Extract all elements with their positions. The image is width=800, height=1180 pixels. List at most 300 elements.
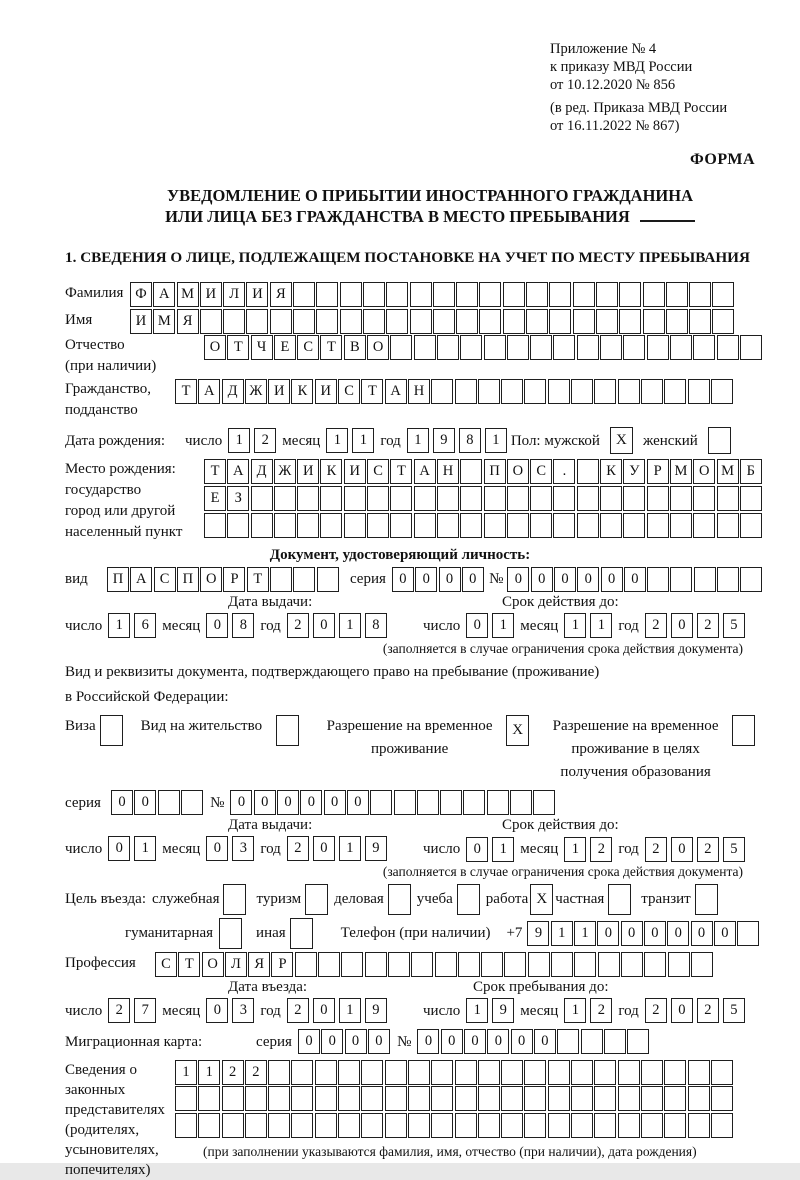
purpose-business-checkbox[interactable]: [388, 884, 411, 915]
char-cell[interactable]: [317, 567, 339, 592]
char-cell[interactable]: Т: [361, 379, 383, 404]
char-cell[interactable]: 1: [492, 613, 514, 638]
char-cell[interactable]: [245, 1086, 267, 1111]
char-cell[interactable]: [627, 1029, 649, 1054]
char-cell[interactable]: [417, 790, 439, 815]
char-cell[interactable]: [577, 486, 599, 511]
char-cell[interactable]: О: [202, 952, 224, 977]
char-cell[interactable]: 2: [254, 428, 276, 453]
char-cell[interactable]: 1: [175, 1060, 197, 1085]
char-cell[interactable]: 0: [324, 790, 346, 815]
char-cell[interactable]: [503, 282, 525, 307]
char-cell[interactable]: [386, 282, 408, 307]
char-cell[interactable]: [338, 1060, 360, 1085]
char-cell[interactable]: О: [367, 335, 389, 360]
char-cell[interactable]: [320, 513, 342, 538]
char-cell[interactable]: 1: [564, 613, 586, 638]
char-cell[interactable]: 3: [232, 836, 254, 861]
char-cell[interactable]: [501, 1113, 523, 1138]
char-cell[interactable]: Ф: [130, 282, 152, 307]
char-cell[interactable]: 1: [339, 613, 361, 638]
char-cell[interactable]: [600, 486, 622, 511]
char-cell[interactable]: Н: [408, 379, 430, 404]
char-cell[interactable]: 0: [577, 567, 599, 592]
char-cell[interactable]: [644, 952, 666, 977]
char-cell[interactable]: 0: [313, 998, 335, 1023]
char-cell[interactable]: [711, 379, 733, 404]
char-cell[interactable]: [370, 790, 392, 815]
char-cell[interactable]: [574, 952, 596, 977]
char-cell[interactable]: 6: [134, 613, 156, 638]
char-cell[interactable]: [394, 790, 416, 815]
char-cell[interactable]: [694, 567, 716, 592]
char-cell[interactable]: [549, 282, 571, 307]
char-cell[interactable]: 0: [671, 613, 693, 638]
char-cell[interactable]: 0: [554, 567, 576, 592]
char-cell[interactable]: Т: [247, 567, 269, 592]
char-cell[interactable]: [223, 309, 245, 334]
char-cell[interactable]: [530, 513, 552, 538]
purpose-transit-checkbox[interactable]: [695, 884, 718, 915]
char-cell[interactable]: [338, 1113, 360, 1138]
char-cell[interactable]: [573, 309, 595, 334]
char-cell[interactable]: 2: [590, 998, 612, 1023]
char-cell[interactable]: [594, 379, 616, 404]
char-cell[interactable]: [291, 1086, 313, 1111]
char-cell[interactable]: [524, 1060, 546, 1085]
char-cell[interactable]: [596, 282, 618, 307]
char-cell[interactable]: Е: [204, 486, 226, 511]
char-cell[interactable]: [647, 335, 669, 360]
char-cell[interactable]: [484, 335, 506, 360]
char-cell[interactable]: [668, 952, 690, 977]
char-cell[interactable]: 1: [551, 921, 573, 946]
char-cell[interactable]: [456, 309, 478, 334]
char-cell[interactable]: [455, 1060, 477, 1085]
char-cell[interactable]: 1: [339, 998, 361, 1023]
char-cell[interactable]: [440, 790, 462, 815]
char-cell[interactable]: [435, 952, 457, 977]
char-cell[interactable]: [340, 309, 362, 334]
char-cell[interactable]: И: [344, 459, 366, 484]
residence-permit-checkbox[interactable]: [276, 715, 299, 746]
char-cell[interactable]: 1: [574, 921, 596, 946]
char-cell[interactable]: [484, 486, 506, 511]
char-cell[interactable]: [504, 952, 526, 977]
char-cell[interactable]: Т: [320, 335, 342, 360]
char-cell[interactable]: Н: [437, 459, 459, 484]
char-cell[interactable]: [524, 379, 546, 404]
char-cell[interactable]: [291, 1113, 313, 1138]
char-cell[interactable]: 0: [671, 837, 693, 862]
char-cell[interactable]: П: [484, 459, 506, 484]
char-cell[interactable]: [390, 513, 412, 538]
char-cell[interactable]: 0: [466, 837, 488, 862]
char-cell[interactable]: М: [177, 282, 199, 307]
char-cell[interactable]: 1: [564, 998, 586, 1023]
char-cell[interactable]: М: [153, 309, 175, 334]
char-cell[interactable]: [693, 513, 715, 538]
char-cell[interactable]: [246, 309, 268, 334]
char-cell[interactable]: Я: [248, 952, 270, 977]
char-cell[interactable]: [711, 1113, 733, 1138]
char-cell[interactable]: 0: [347, 790, 369, 815]
char-cell[interactable]: 1: [407, 428, 429, 453]
char-cell[interactable]: 2: [697, 998, 719, 1023]
char-cell[interactable]: [740, 335, 762, 360]
char-cell[interactable]: 0: [134, 790, 156, 815]
char-cell[interactable]: 0: [313, 613, 335, 638]
char-cell[interactable]: [455, 1113, 477, 1138]
char-cell[interactable]: 0: [644, 921, 666, 946]
char-cell[interactable]: [737, 921, 759, 946]
char-cell[interactable]: [388, 952, 410, 977]
char-cell[interactable]: [320, 486, 342, 511]
char-cell[interactable]: 0: [417, 1029, 439, 1054]
char-cell[interactable]: 2: [245, 1060, 267, 1085]
char-cell[interactable]: [581, 1029, 603, 1054]
char-cell[interactable]: [507, 335, 529, 360]
char-cell[interactable]: [530, 486, 552, 511]
char-cell[interactable]: [740, 513, 762, 538]
char-cell[interactable]: 0: [230, 790, 252, 815]
char-cell[interactable]: [526, 309, 548, 334]
char-cell[interactable]: [293, 282, 315, 307]
char-cell[interactable]: [533, 790, 555, 815]
char-cell[interactable]: 3: [232, 998, 254, 1023]
char-cell[interactable]: 2: [287, 613, 309, 638]
char-cell[interactable]: О: [693, 459, 715, 484]
char-cell[interactable]: А: [414, 459, 436, 484]
char-cell[interactable]: [460, 486, 482, 511]
temp-residence-checkbox[interactable]: X: [506, 715, 529, 746]
char-cell[interactable]: [390, 486, 412, 511]
char-cell[interactable]: [600, 513, 622, 538]
char-cell[interactable]: [437, 486, 459, 511]
char-cell[interactable]: 2: [222, 1060, 244, 1085]
char-cell[interactable]: [315, 1113, 337, 1138]
char-cell[interactable]: 1: [198, 1060, 220, 1085]
char-cell[interactable]: [487, 790, 509, 815]
char-cell[interactable]: [456, 282, 478, 307]
char-cell[interactable]: [619, 282, 641, 307]
char-cell[interactable]: Т: [204, 459, 226, 484]
char-cell[interactable]: 0: [206, 613, 228, 638]
purpose-private-checkbox[interactable]: [608, 884, 631, 915]
char-cell[interactable]: К: [600, 459, 622, 484]
char-cell[interactable]: 2: [645, 613, 667, 638]
char-cell[interactable]: [623, 486, 645, 511]
char-cell[interactable]: [363, 282, 385, 307]
char-cell[interactable]: [618, 1113, 640, 1138]
char-cell[interactable]: [507, 513, 529, 538]
char-cell[interactable]: [245, 1113, 267, 1138]
char-cell[interactable]: [414, 513, 436, 538]
char-cell[interactable]: 0: [300, 790, 322, 815]
char-cell[interactable]: [318, 952, 340, 977]
char-cell[interactable]: Д: [251, 459, 273, 484]
char-cell[interactable]: [664, 379, 686, 404]
char-cell[interactable]: С: [530, 459, 552, 484]
char-cell[interactable]: [573, 282, 595, 307]
purpose-official-checkbox[interactable]: [223, 884, 246, 915]
char-cell[interactable]: [530, 335, 552, 360]
char-cell[interactable]: И: [246, 282, 268, 307]
char-cell[interactable]: 2: [287, 998, 309, 1023]
char-cell[interactable]: 1: [134, 836, 156, 861]
char-cell[interactable]: О: [204, 335, 226, 360]
char-cell[interactable]: [408, 1113, 430, 1138]
char-cell[interactable]: [361, 1113, 383, 1138]
char-cell[interactable]: [367, 513, 389, 538]
char-cell[interactable]: [341, 952, 363, 977]
char-cell[interactable]: [643, 282, 665, 307]
char-cell[interactable]: [647, 486, 669, 511]
female-checkbox[interactable]: [708, 427, 731, 454]
char-cell[interactable]: 9: [365, 998, 387, 1023]
char-cell[interactable]: [408, 1060, 430, 1085]
char-cell[interactable]: [688, 1086, 710, 1111]
char-cell[interactable]: 0: [313, 836, 335, 861]
char-cell[interactable]: [175, 1113, 197, 1138]
char-cell[interactable]: [251, 513, 273, 538]
char-cell[interactable]: 9: [527, 921, 549, 946]
char-cell[interactable]: 9: [365, 836, 387, 861]
purpose-other-checkbox[interactable]: [290, 918, 313, 949]
char-cell[interactable]: 0: [415, 567, 437, 592]
char-cell[interactable]: [664, 1113, 686, 1138]
char-cell[interactable]: [478, 1060, 500, 1085]
char-cell[interactable]: [315, 1086, 337, 1111]
char-cell[interactable]: 9: [433, 428, 455, 453]
char-cell[interactable]: [433, 309, 455, 334]
char-cell[interactable]: [571, 1113, 593, 1138]
char-cell[interactable]: [666, 309, 688, 334]
char-cell[interactable]: [386, 309, 408, 334]
char-cell[interactable]: 0: [111, 790, 133, 815]
char-cell[interactable]: 1: [108, 613, 130, 638]
char-cell[interactable]: [433, 282, 455, 307]
char-cell[interactable]: 2: [697, 613, 719, 638]
char-cell[interactable]: 0: [466, 613, 488, 638]
char-cell[interactable]: Я: [177, 309, 199, 334]
char-cell[interactable]: [460, 513, 482, 538]
char-cell[interactable]: [571, 1086, 593, 1111]
char-cell[interactable]: [691, 952, 713, 977]
char-cell[interactable]: [641, 379, 663, 404]
char-cell[interactable]: [551, 952, 573, 977]
char-cell[interactable]: [621, 952, 643, 977]
char-cell[interactable]: [604, 1029, 626, 1054]
char-cell[interactable]: [641, 1086, 663, 1111]
char-cell[interactable]: Т: [227, 335, 249, 360]
char-cell[interactable]: [571, 1060, 593, 1085]
char-cell[interactable]: А: [153, 282, 175, 307]
char-cell[interactable]: М: [670, 459, 692, 484]
char-cell[interactable]: [274, 486, 296, 511]
char-cell[interactable]: И: [297, 459, 319, 484]
char-cell[interactable]: [408, 1086, 430, 1111]
char-cell[interactable]: [670, 335, 692, 360]
temp-residence-edu-checkbox[interactable]: [732, 715, 755, 746]
char-cell[interactable]: [670, 513, 692, 538]
char-cell[interactable]: [390, 335, 412, 360]
char-cell[interactable]: [594, 1113, 616, 1138]
char-cell[interactable]: [594, 1060, 616, 1085]
char-cell[interactable]: 0: [487, 1029, 509, 1054]
char-cell[interactable]: Т: [175, 379, 197, 404]
char-cell[interactable]: [717, 513, 739, 538]
char-cell[interactable]: И: [315, 379, 337, 404]
char-cell[interactable]: [641, 1060, 663, 1085]
char-cell[interactable]: [297, 513, 319, 538]
char-cell[interactable]: [222, 1113, 244, 1138]
char-cell[interactable]: [712, 282, 734, 307]
char-cell[interactable]: А: [227, 459, 249, 484]
char-cell[interactable]: [711, 1060, 733, 1085]
char-cell[interactable]: [316, 282, 338, 307]
char-cell[interactable]: [688, 379, 710, 404]
char-cell[interactable]: Ж: [274, 459, 296, 484]
char-cell[interactable]: О: [200, 567, 222, 592]
char-cell[interactable]: [437, 335, 459, 360]
char-cell[interactable]: М: [717, 459, 739, 484]
char-cell[interactable]: 2: [697, 837, 719, 862]
char-cell[interactable]: [414, 486, 436, 511]
char-cell[interactable]: [618, 1086, 640, 1111]
char-cell[interactable]: [577, 513, 599, 538]
char-cell[interactable]: 8: [232, 613, 254, 638]
char-cell[interactable]: 9: [492, 998, 514, 1023]
char-cell[interactable]: [600, 335, 622, 360]
char-cell[interactable]: 0: [108, 836, 130, 861]
char-cell[interactable]: [437, 513, 459, 538]
char-cell[interactable]: 0: [597, 921, 619, 946]
char-cell[interactable]: 0: [464, 1029, 486, 1054]
char-cell[interactable]: [198, 1086, 220, 1111]
char-cell[interactable]: [158, 790, 180, 815]
char-cell[interactable]: 5: [723, 998, 745, 1023]
char-cell[interactable]: К: [291, 379, 313, 404]
char-cell[interactable]: Р: [647, 459, 669, 484]
char-cell[interactable]: 0: [392, 567, 414, 592]
char-cell[interactable]: А: [130, 567, 152, 592]
char-cell[interactable]: [455, 379, 477, 404]
char-cell[interactable]: [664, 1086, 686, 1111]
char-cell[interactable]: 0: [531, 567, 553, 592]
char-cell[interactable]: [274, 513, 296, 538]
char-cell[interactable]: [524, 1086, 546, 1111]
char-cell[interactable]: [618, 1060, 640, 1085]
char-cell[interactable]: [740, 486, 762, 511]
char-cell[interactable]: 0: [621, 921, 643, 946]
char-cell[interactable]: [338, 1086, 360, 1111]
char-cell[interactable]: И: [268, 379, 290, 404]
char-cell[interactable]: 0: [321, 1029, 343, 1054]
char-cell[interactable]: [598, 952, 620, 977]
char-cell[interactable]: А: [198, 379, 220, 404]
char-cell[interactable]: 1: [352, 428, 374, 453]
char-cell[interactable]: Б: [740, 459, 762, 484]
char-cell[interactable]: [460, 459, 482, 484]
char-cell[interactable]: [481, 952, 503, 977]
char-cell[interactable]: [251, 486, 273, 511]
char-cell[interactable]: П: [177, 567, 199, 592]
char-cell[interactable]: [524, 1113, 546, 1138]
male-checkbox[interactable]: X: [610, 427, 633, 454]
char-cell[interactable]: [268, 1113, 290, 1138]
char-cell[interactable]: [548, 1086, 570, 1111]
char-cell[interactable]: 0: [624, 567, 646, 592]
char-cell[interactable]: [717, 486, 739, 511]
char-cell[interactable]: И: [200, 282, 222, 307]
char-cell[interactable]: [577, 459, 599, 484]
char-cell[interactable]: [647, 567, 669, 592]
char-cell[interactable]: [740, 567, 762, 592]
char-cell[interactable]: О: [507, 459, 529, 484]
char-cell[interactable]: И: [130, 309, 152, 334]
char-cell[interactable]: [594, 1086, 616, 1111]
char-cell[interactable]: К: [320, 459, 342, 484]
char-cell[interactable]: 0: [671, 998, 693, 1023]
char-cell[interactable]: [693, 486, 715, 511]
char-cell[interactable]: [689, 282, 711, 307]
char-cell[interactable]: 0: [298, 1029, 320, 1054]
char-cell[interactable]: [478, 1113, 500, 1138]
char-cell[interactable]: [367, 486, 389, 511]
char-cell[interactable]: Ж: [245, 379, 267, 404]
char-cell[interactable]: С: [155, 952, 177, 977]
char-cell[interactable]: 7: [134, 998, 156, 1023]
char-cell[interactable]: [344, 486, 366, 511]
char-cell[interactable]: [643, 309, 665, 334]
char-cell[interactable]: 8: [459, 428, 481, 453]
char-cell[interactable]: [270, 567, 292, 592]
char-cell[interactable]: [410, 309, 432, 334]
char-cell[interactable]: [414, 335, 436, 360]
char-cell[interactable]: 8: [365, 613, 387, 638]
char-cell[interactable]: [431, 1060, 453, 1085]
char-cell[interactable]: [577, 335, 599, 360]
char-cell[interactable]: Р: [271, 952, 293, 977]
char-cell[interactable]: [553, 335, 575, 360]
char-cell[interactable]: [363, 309, 385, 334]
char-cell[interactable]: [479, 309, 501, 334]
char-cell[interactable]: [315, 1060, 337, 1085]
char-cell[interactable]: 1: [492, 837, 514, 862]
char-cell[interactable]: [647, 513, 669, 538]
char-cell[interactable]: [711, 1086, 733, 1111]
char-cell[interactable]: [478, 379, 500, 404]
char-cell[interactable]: Л: [225, 952, 247, 977]
char-cell[interactable]: С: [338, 379, 360, 404]
char-cell[interactable]: [641, 1113, 663, 1138]
char-cell[interactable]: [548, 379, 570, 404]
visa-checkbox[interactable]: [100, 715, 123, 746]
char-cell[interactable]: [670, 486, 692, 511]
char-cell[interactable]: [200, 309, 222, 334]
char-cell[interactable]: [501, 379, 523, 404]
char-cell[interactable]: [297, 486, 319, 511]
char-cell[interactable]: [528, 952, 550, 977]
purpose-tourism-checkbox[interactable]: [305, 884, 328, 915]
char-cell[interactable]: 0: [277, 790, 299, 815]
char-cell[interactable]: [619, 309, 641, 334]
char-cell[interactable]: С: [154, 567, 176, 592]
char-cell[interactable]: [344, 513, 366, 538]
char-cell[interactable]: [507, 486, 529, 511]
char-cell[interactable]: [717, 567, 739, 592]
